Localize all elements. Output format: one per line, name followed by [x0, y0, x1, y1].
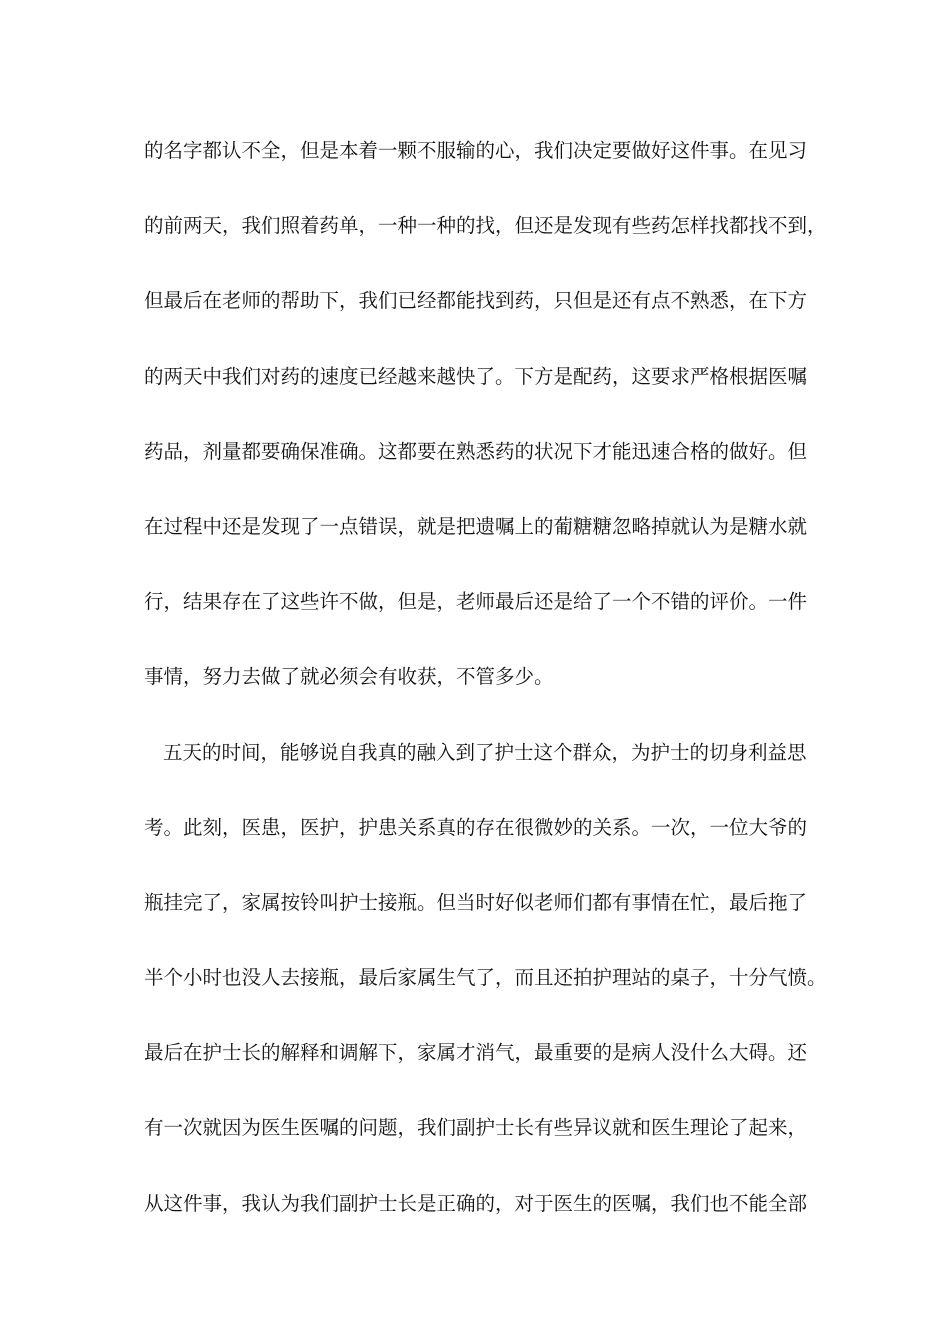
text-line: 行，结果存在了这些许不做，但是，老师最后还是给了一个不错的评价。一件: [144, 590, 808, 614]
text-line: 在过程中还是发现了一点错误，就是把遗嘱上的葡糖糖忽略掉就认为是糖水就: [144, 514, 808, 538]
text-line: 最后在护士长的解释和调解下，家属才消气，最重要的是病人没什么大碍。还: [144, 1041, 808, 1065]
text-line: 的名字都认不全，但是本着一颗不服输的心，我们决定要做好这件事。在见习: [144, 139, 808, 162]
text-line: 从这件事，我认为我们副护士长是正确的，对于医生的医嘱，我们也不能全部: [144, 1191, 808, 1215]
text-line: 的两天中我们对药的速度已经越来越快了。下方是配药，这要求严格根据医嘱: [144, 364, 808, 388]
text-line: 半个小时也没人去接瓶，最后家属生气了，而且还拍护理站的桌子，十分气愤。: [144, 966, 827, 990]
text-line: 药品，剂量都要确保准确。这都要在熟悉药的状况下才能迅速合格的做好。但: [144, 439, 808, 463]
text-line: 考。此刻，医患，医护，护患关系真的存在很微妙的关系。一次，一位大爷的: [144, 815, 808, 839]
text-line: 瓶挂完了，家属按铃叫护士接瓶。但当时好似老师们都有事情在忙，最后拖了: [144, 890, 808, 914]
text-line: 事情，努力去做了就必须会有收获，不管多少。: [144, 665, 554, 689]
text-line: 但最后在老师的帮助下，我们已经都能找到药，只但是还有点不熟悉，在下方: [144, 289, 808, 313]
text-line: 的前两天，我们照着药单，一种一种的找，但还是发现有些药怎样找都找不到，: [144, 214, 827, 238]
text-line: 有一次就因为医生医嘱的问题，我们副护士长有些异议就和医生理论了起来，: [144, 1116, 808, 1140]
body-text: [144, 128, 827, 1256]
paragraph-start-line: 五天的时间，能够说自我真的融入到了护士这个群众，为护士的切身利益思: [163, 740, 807, 764]
